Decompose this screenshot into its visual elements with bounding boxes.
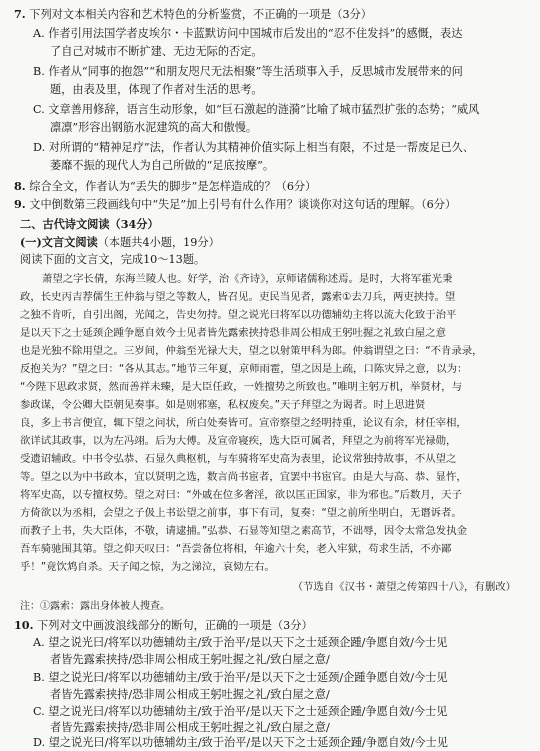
option-10b-line2: 者皆先露索挟持/恐非周公相成王躬吐握之礼/致白屋之意/ — [50, 688, 330, 701]
passage-source: （节选自《汉书・萧望之传第四十八》，有删改） — [292, 581, 516, 593]
question-text: 综合全文，作者认为“丢失的脚步”是怎样造成的？（6分） — [29, 180, 317, 193]
option-10c-line2: 者皆先露索挟持/恐非周公相成王躬吐握之礼/致白屋之意/ — [50, 721, 330, 734]
option-10c-line1: C. 望之说光曰/将军以功德辅幼主/致于治平/是以天下之士延颈企踵/争愿自效/今士见 — [33, 705, 448, 718]
option-7a-line1: A. 作者引用法国学者皮埃尔・卡蓝默访问中国城市后发出的“忍不住发抖”的感慨，表达 — [33, 27, 463, 40]
option-7d-line1: D. 对所谓的“精神足疗”法，作者认为其精神价值实际上相当有限，不过是一帮废足已久、 — [33, 141, 475, 154]
question-number: 7. — [14, 7, 26, 21]
passage-line: 将军史高，以专擅权势。望之对曰：“外戚在位多奢淫，欲以匡正国家，非为邪也。”后数月，天子 — [20, 489, 462, 501]
reading-instruction: 阅读下面的文言文，完成10～13题。 — [20, 253, 206, 266]
option-10d-line1: D. 望之说光曰/将军以功德辅幼主/致于治平/是以天下之士延颈企踵/争愿自效/今士见 — [33, 736, 448, 749]
passage-line: 反抱关为？”望之曰：“各从其志。”地节三年夏，京师雨雹，望之因是上疏，口陈灾异之意，以为： — [20, 363, 468, 375]
subsection-title: (一)文言文阅读 — [20, 235, 98, 249]
passage-line: 欲详试其政事，以为左冯翊。后为大傅。及宣帝寝疾，选大臣可属者，拜望之为前将军光禄勋， — [20, 435, 457, 447]
footnote: 注：①露索：露出身体被人搜查。 — [20, 601, 170, 612]
option-7c-line2: 凛凛”形容出钢筋水泥建筑的高大和傲慢。 — [50, 121, 258, 134]
option-10a-line1: A. 望之说光曰/将军以功德辅幼主/致于治平/是以天下之士延颈企踵/争愿自效/今士见 — [33, 636, 448, 649]
question-number: 8. — [14, 179, 26, 193]
option-7b-line1: B. 作者从“同事的抱怨”“和朋友咫尺无法相聚”等生活琐事入手，反思城市发展带来的问 — [33, 65, 463, 78]
passage-line: “今陛下思政求贤，然而善祥未臻，是大臣任政，一姓擅势之所致也。”唯明主躬万机，举贤材，与 — [20, 381, 462, 393]
section-heading: 二、古代诗文阅读（34分） — [20, 217, 159, 231]
question-number: 10. — [14, 618, 34, 632]
passage-line: 乎！”竟饮鸩自杀。天子闻之惊，为之涕泣，哀恸左右。 — [20, 561, 275, 573]
option-7d-line2: 萎靡不振的现代人为自己所做的“足底按摩”。 — [50, 159, 275, 172]
passage-line: 而教子上书，失大臣体，不敬，请逮捕。”弘恭、石显等知望之素高节，不诎辱，因令太常急发执金 — [20, 525, 467, 537]
option-10a-line2: 者皆先露索挟持/恐非周公相成王躬吐握之礼/致白屋之意/ — [50, 653, 330, 666]
passage-line: 萧望之字长倩，东海兰陵人也。好学，治《齐诗》，京师诸儒称述焉。是时，大将军霍光秉 — [42, 273, 453, 285]
passage-line: 是以天下之士延颈企踵争愿自效今士见者皆先露索挟持恐非周公相成王躬吐握之礼致白屋之意 — [20, 327, 447, 339]
passage-line: 良，多上书言便宜，辄下望之问状，所白处奏皆可。宣帝察望之经明持重，论议有余，材任宰相， — [20, 417, 467, 429]
passage-line: 也是光独不除用望之。三岁间，仲翁至光禄大夫，望之以射策甲科为郎。仲翁谓望之曰：“不肯录录， — [20, 345, 483, 357]
passage-line: 参政谋，令公卿大臣朝见奏事。如是则邪塞，私权废矣。”天子拜望之为谒者。时上思进贤 — [20, 399, 426, 411]
option-7c-line1: C. 文章善用修辞，语言生动形象，如“巨石激起的涟漪”比喻了城市猛烈扩张的态势；“威风 — [33, 103, 480, 116]
question-stem: 下列对文本相关内容和艺术特色的分析鉴赏，不正确的一项是（3分） — [29, 8, 372, 21]
question-8 — [0, 178, 540, 195]
question-10 — [0, 617, 540, 634]
question-7 — [0, 6, 540, 23]
question-9 — [0, 196, 540, 213]
passage-line: 政，长史丙吉荐儒生王仲翁与望之等数人，皆召见。吏民当见者，露索①去刀兵，两吏挟持。望 — [20, 291, 456, 303]
option-10b-line1: B. 望之说光曰/将军以功德辅幼主/致于治平/是以天下之士延颈/企踵争愿自效/今士见 — [33, 671, 448, 684]
question-stem: 下列对文中画波浪线部分的断句，正确的一项是（3分） — [37, 619, 313, 632]
option-7b-line2: 题，由表及里，体现了作者对生活的思考。 — [50, 83, 263, 96]
option-7a-line2: 了自己对城市不断扩建、无边无际的否定。 — [50, 45, 263, 58]
passage-line: 吾车骑驰围其第。望之仰天叹曰：“吾尝备位将相，年逾六十矣，老入牢狱，苟求生活，不亦鄙 — [20, 543, 452, 555]
question-text: 文中倒数第三段画线句中“失足”加上引号有什么作用？谈谈你对这句话的理解。（6分） — [29, 198, 457, 211]
subsection-heading — [0, 234, 540, 251]
question-number: 9. — [14, 197, 26, 211]
passage-line: 受遗诏辅政。中书令弘恭、石显久典枢机，与车骑将军史高为表里，论议常独持故事，不从望之 — [20, 453, 457, 465]
passage-line: 等。望之以为中书政本，宜以贤明之选，数言尚书宦者，宜罢中书宦官。由是大与高、恭、显忤， — [20, 471, 467, 483]
subsection-note: （本题共4小题，19分） — [97, 236, 220, 249]
passage-line: 之独不肯听，自引出阁，光闻之，告史勿持。望之说光曰将军以功德辅幼主将以流大化致于治平 — [20, 309, 457, 321]
passage-line: 方倚欲以为丞相，会望之子伋上书讼望之前事，事下有司，复奏：“望之前所坐明白，无谮诉者。 — [20, 507, 462, 519]
